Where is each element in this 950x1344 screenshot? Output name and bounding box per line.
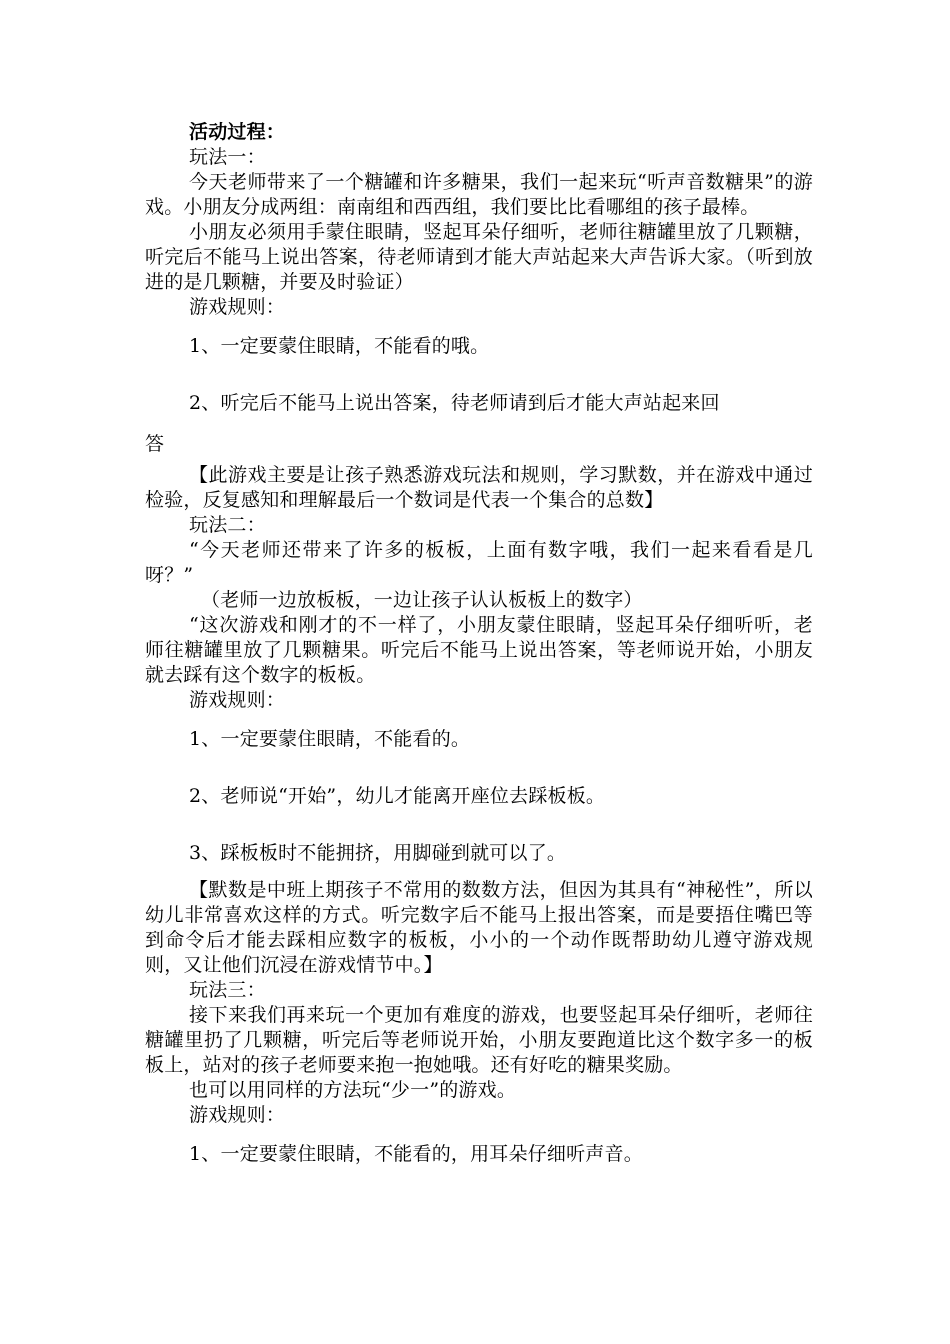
section2-note: 【默数是中班上期孩子不常用的数数方法，但因为其具有“神秘性”，所以幼儿非常喜欢这样的方式。听完数字后不能马上报出答案，而是要捂住嘴巴等到命令后才能去踩相应数字的板板，小小的一个动作既帮助幼儿遵守游戏规则，又让他们沉浸在游戏情节中。】 (145, 879, 813, 976)
spacer (145, 770, 813, 784)
section2-rule-2: 2、老师说“开始”，幼儿才能离开座位去踩板板。 (189, 785, 606, 807)
section2-paragraph-2: （老师一边放板板，一边让孩子认认板板上的数字） (201, 589, 643, 611)
spacer (145, 1128, 813, 1142)
section3-rules-title: 游戏规则： (189, 1104, 286, 1126)
document-body (145, 120, 813, 1167)
section1-rules-title: 游戏规则： (189, 296, 286, 318)
spacer (145, 713, 813, 727)
section1-rule-2-continuation: 答 (145, 433, 165, 455)
section2-paragraph-3: “这次游戏和刚才的不一样了，小朋友蒙住眼睛，竖起耳朵仔细听听，老师往糖罐里放了几颗糖果。听完后不能马上说出答案，等老师说开始，小朋友就去踩有这个数字的板板。 (145, 614, 813, 686)
section2-rules-title: 游戏规则： (189, 689, 286, 711)
spacer (145, 320, 813, 334)
section2-title: 玩法二： (189, 514, 266, 536)
section1-rule-1: 1、一定要蒙住眼睛，不能看的哦。 (189, 335, 490, 357)
spacer (145, 377, 813, 391)
section3-paragraph-1: 接下来我们再来玩一个更加有难度的游戏，也要竖起耳朵仔细听，老师往糖罐里扔了几颗糖，听完后等老师说开始，小朋友要跑道比这个数字多一的板板上，站对的孩子老师要来抱一抱她哦。还有好吃的糖果奖励。 (145, 1004, 813, 1076)
spacer (145, 866, 813, 878)
spacer (145, 359, 813, 377)
section1-note: 【此游戏主要是让孩子熟悉游戏玩法和规则，学习默数，并在游戏中通过检验，反复感知和理解最后一个数词是代表一个集合的总数】 (145, 464, 813, 511)
section2-rule-1: 1、一定要蒙住眼睛，不能看的。 (189, 728, 471, 750)
section1-paragraph-1: 今天老师带来了一个糖罐和许多糖果，我们一起来玩“听声音数糖果”的游戏。小朋友分成两组：南南组和西西组，我们要比比看哪组的孩子最棒。 (145, 171, 813, 218)
spacer (145, 809, 813, 827)
section1-paragraph-2: 小朋友必须用手蒙住眼睛，竖起耳朵仔细听，老师往糖罐里放了几颗糖，听完后不能马上说出答案，待老师请到才能大声站起来大声告诉大家。（听到放进的是几颗糖，并要及时验证） (145, 221, 813, 293)
section3-rule-1: 1、一定要蒙住眼睛，不能看的，用耳朵仔细听声音。 (189, 1143, 643, 1165)
section3-paragraph-2: 也可以用同样的方法玩“少一”的游戏。 (189, 1079, 517, 1101)
spacer (145, 752, 813, 770)
section2-rule-3: 3、踩板板时不能拥挤，用脚碰到就可以了。 (189, 842, 567, 864)
section3-title: 玩法三： (189, 979, 266, 1001)
spacer (145, 827, 813, 841)
section1-title: 玩法一： (189, 146, 266, 168)
section-heading: 活动过程： (189, 121, 286, 143)
section1-rule-2: 2、听完后不能马上说出答案，待老师请到后才能大声站起来回 (189, 392, 720, 414)
section2-paragraph-1: “今天老师还带来了许多的板板，上面有数字哦，我们一起来看看是几呀？” (145, 539, 813, 586)
